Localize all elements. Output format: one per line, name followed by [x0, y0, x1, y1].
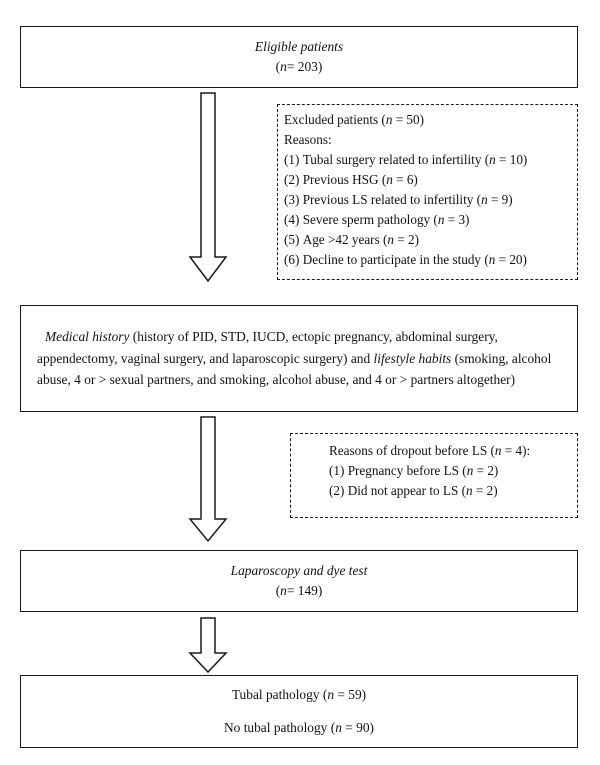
medical-history-title: Medical history [45, 328, 130, 344]
reason-index: (1) [329, 463, 345, 479]
reason-text: Decline to participate in the study ( [302, 252, 489, 268]
arrow-history-to-laparoscopy [188, 416, 228, 544]
node-dropout-reasons [290, 433, 578, 518]
node-outcome [20, 675, 578, 748]
laparoscopy-title: Laparoscopy and dye test [230, 562, 368, 578]
reason-text: Pregnancy before LS ( [347, 463, 467, 479]
reason-count: = 10) [495, 152, 528, 168]
laparoscopy-n-value: = 149) [286, 583, 323, 598]
excluded-reason-item [284, 170, 571, 190]
eligible-patients-n-value: = 203 [286, 59, 318, 74]
outcome-line1-prefix: Tubal pathology ( [231, 686, 328, 702]
n-symbol: n [437, 212, 445, 228]
outcome-line1-suffix: = 59) [334, 686, 367, 702]
medical-history-body-1: (history of PID, STD, IUCD, ectopic pregnancy, abdominal surgery, appendectomy, vaginal surgery, and laparoscopic surgery) and [37, 328, 498, 366]
node-laparoscopy [20, 550, 578, 612]
reason-count: = 3) [444, 212, 470, 228]
reason-text: Tubal surgery related to infertility ( [302, 152, 490, 168]
eligible-patients-count: (n= 203) [275, 59, 323, 74]
excluded-reason-item [284, 210, 571, 230]
n-symbol: n [481, 192, 488, 208]
excluded-header-prefix: Excluded patients ( [284, 112, 386, 127]
reason-text: Previous HSG ( [302, 172, 387, 188]
reason-index: (4) [284, 212, 300, 228]
node-eligible-patients [20, 26, 578, 88]
dropout-header-suffix: = 4): [501, 443, 531, 458]
lifestyle-habits-title: lifestyle habits [373, 350, 452, 366]
excluded-patients-header [284, 110, 571, 130]
excluded-reason-item [284, 190, 571, 210]
arrow-eligible-to-history [188, 92, 228, 284]
n-symbol: n [386, 172, 393, 188]
node-excluded-patients [277, 104, 578, 280]
outcome-tubal-pathology [232, 685, 366, 705]
n-symbol: n [466, 463, 474, 479]
reason-text: Age >42 years ( [302, 232, 388, 248]
reason-count: = 2) [473, 463, 499, 479]
reason-index: (6) [284, 252, 300, 268]
excluded-reasons-label: Reasons: [284, 132, 332, 148]
n-symbol: n [494, 443, 502, 458]
n-symbol: n [465, 483, 473, 499]
dropout-header [329, 441, 577, 461]
n-symbol: n [335, 720, 342, 735]
reason-index: (5) [284, 232, 300, 248]
reason-count: = 2) [393, 232, 420, 248]
dropout-header-prefix: Reasons of dropout before LS ( [329, 443, 495, 458]
reason-count: = 6) [392, 172, 418, 188]
excluded-reason-item [284, 230, 571, 250]
arrow-laparoscopy-to-outcome [188, 617, 228, 675]
n-symbol: n [489, 152, 496, 168]
reason-index: (3) [284, 192, 300, 208]
medical-history-text [21, 326, 577, 391]
excluded-reason-item [284, 150, 571, 170]
n-symbol: n [387, 232, 394, 248]
dropout-reason-item [329, 481, 577, 501]
outcome-no-tubal-pathology [224, 718, 374, 738]
reason-text: Did not appear to LS ( [347, 483, 466, 499]
outcome-line2-prefix: No tubal pathology ( [223, 720, 336, 735]
eligible-patients-title: Eligible patients [254, 38, 344, 54]
reason-index: (1) [284, 152, 300, 168]
n-symbol: n [385, 112, 393, 127]
laparoscopy-count: (n= 149) [275, 583, 323, 598]
dropout-reason-item [329, 461, 577, 481]
reason-index: (2) [329, 483, 345, 499]
reason-text: Previous LS related to infertility ( [302, 192, 482, 208]
n-symbol: n [280, 59, 287, 74]
reason-text: Severe sperm pathology ( [302, 212, 438, 228]
excluded-header-suffix: = 50) [392, 112, 425, 127]
outcome-line2-suffix: = 90) [341, 720, 374, 735]
reason-count: = 2) [472, 483, 498, 499]
reason-count: = 9) [487, 192, 513, 208]
reason-index: (2) [284, 172, 300, 188]
medical-history-body-2: (smoking, alcohol abuse, 4 or > sexual partners, and smoking, alcohol abuse, and 4 or > partners altogether) [37, 350, 552, 388]
n-symbol: n [280, 583, 287, 598]
excluded-reason-item [284, 250, 571, 270]
reason-count: = 20) [495, 252, 527, 268]
n-symbol: n [488, 252, 496, 268]
n-symbol: n [327, 686, 335, 702]
node-medical-history [20, 305, 578, 412]
